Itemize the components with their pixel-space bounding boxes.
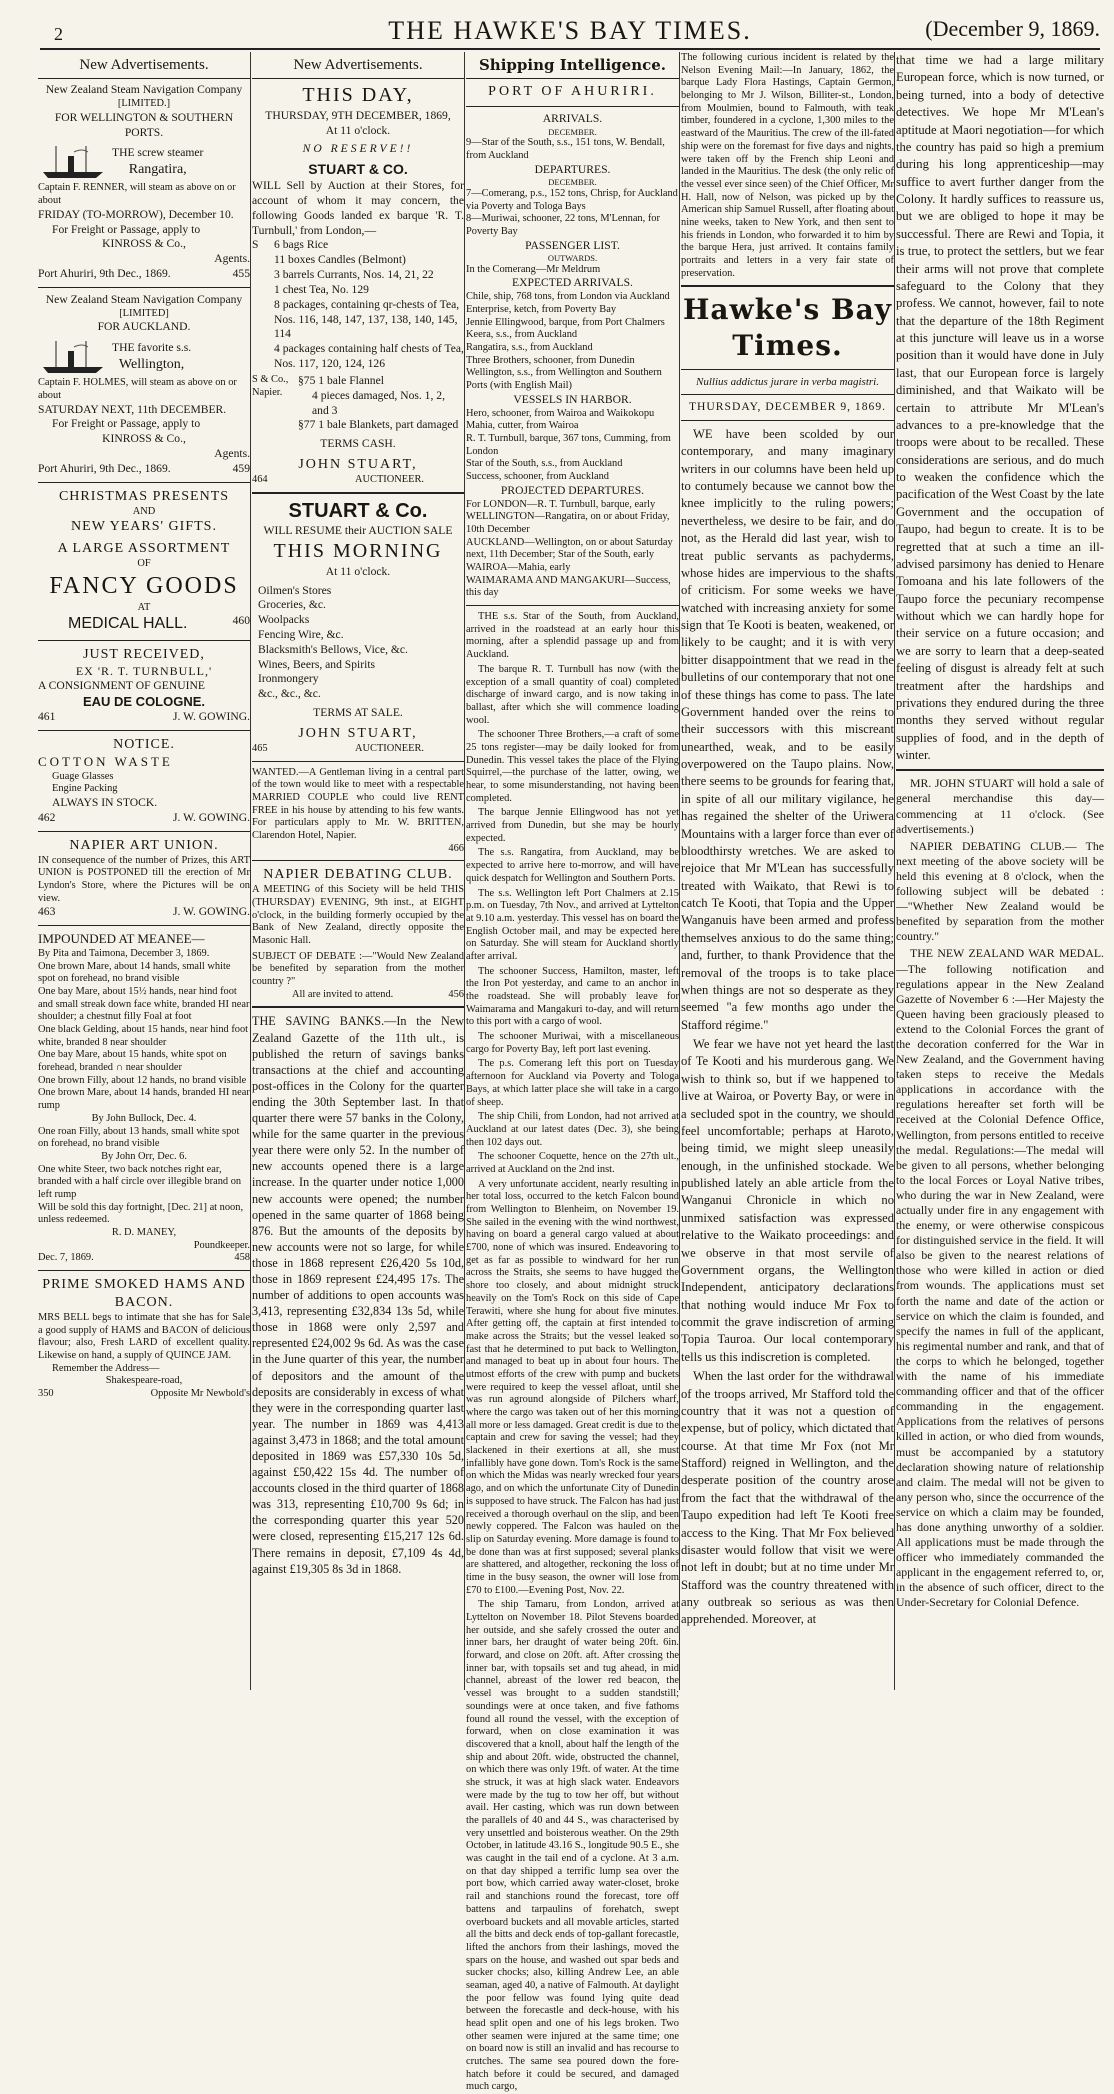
port-date: Port Ahuriri, 9th Dec., 1869.: [38, 267, 171, 281]
impounded-title: IMPOUNDED AT MEANEE—: [38, 931, 205, 947]
column-2: [252, 52, 464, 1690]
shipping-news-paragraph: The schooner Coquette, hence on the 27th ult., arrived at Auckland on the 2nd inst.: [466, 1151, 679, 1175]
auctioneer-name: JOHN STUART,: [298, 725, 418, 741]
agents-label: Agents.: [214, 252, 250, 266]
no-reserve: NO RESERVE!!: [302, 142, 414, 156]
shipping-news-paragraph: The ship Tamaru, from London, arrived at Lyttelton on November 18. Pilot Stevens boarded her outside, and she safely crossed the outer and inner bars, her draught of water being 20ft. 6in. forward, and close on 20ft. aft. After crossing the inner bar, with topsails set and tug ahead, in mid channel, abreast of the lower red beacon, the vessel was brought to a sudden standstill; soundings were at once taken, and five fathoms found all round the vessel, with the exception of forward, when on close examination it was discovered that a knoll, about half the length of the ship and about 20ft. wide, obstructed the channel, on which there was only 19ft. of water. At the time she struck, it was at high slack water. Endeavors were made by the tug to tow her off, but without avail. Her casting, which was run down between the parallels of 40 and 44 S., was characterised by very unsettled and boisterous weather. On the 29th October, in latitude 43.16 S., longitude 90.5 E., she was caught in the tail end of a cyclone. At 3 a.m. on that day shipped a terrific lump sea over the port bow, which carried away water-closet, broke rail and stanchions round the forecast, tore off battens and tarpaulins of forehatch, swept overboard buckets and all movable articles, started all the bitts and deck ends of top-gallant forecastle, lifted the anchors from their lashings, moved the spars on the house, and washed out spar beds and sucker chocks; also, killing Andrew Lee, an able seaman, aged 40, a native of Falmouth. At daylight the poor fellow was found lying quite dead between the forecastle and deck-house, with his head split open and one of his legs broken. Two other seamen were injured at the same time; one on board now is still an invalid and has recourse to crutches. The same sea poured down the fore-hatch before it could be secured, and damaged much cargo,: [466, 1599, 679, 2093]
xmas-line: A LARGE ASSORTMENT: [57, 541, 231, 557]
ad-number: 465: [252, 742, 268, 754]
masthead: THE HAWKE'S BAY TIMES.: [388, 16, 752, 45]
shipping-news-paragraph: The s.s. Wellington left Port Chalmers at 2.15 p.m. on Tuesday, 7th Nov., and arrived at Lyttelton at 9.10 a.m. yesterday. This vessel has on board the English October mail, and may be expected here on Saturday. She will steam for Auckland shortly after arrival.: [466, 887, 679, 962]
shipping-news-paragraph: The ship Chili, from London, had not arrived at Auckland at our latest dates (Dec. 3), she being then 102 days out.: [466, 1111, 679, 1148]
this-day: THIS DAY,: [302, 84, 414, 107]
departure-entry: 7—Comerang, p.s., 152 tons, Chrisp, for Auckland via Poverty and Tologa Bays: [466, 187, 678, 212]
impounded-sale: Will be sold this day fortnight, [Dec. 21] at noon, unless redeemed.: [38, 1201, 244, 1226]
projected-entry: For LONDON—R. T. Turnbull, barque, early: [466, 498, 656, 510]
route: FOR WELLINGTON & SOUTHERN PORTS.: [54, 110, 234, 139]
arrival-entry: 9—Star of the South, s.s., 151 tons, W. Bendall, from Auckland: [466, 137, 665, 161]
advert-steamer-wellington: [38, 293, 250, 477]
xmas-line: AND: [132, 505, 156, 517]
debating-club-note: NAPIER DEBATING CLUB.— The next meeting of the above society will be held this evening at 8 o'clock, when the following subject will be debated :—"Whether New Zealand would be benefited by separation from the mother country.": [896, 838, 1104, 944]
sail-date: SATURDAY NEXT, 11th DECEMBER.: [38, 402, 227, 416]
advert-wanted: [252, 767, 464, 856]
vessel-entry: Star of the South, s.s., from Auckland: [466, 458, 623, 470]
shipping-news-paragraph: THE s.s. Star of the South, from Auckland, arrived in the roadstead at an early hour this morning, after a splendid passage up and from Auckland.: [466, 611, 679, 661]
vessel-entry: Hero, schooner, from Wairoa and Waikokopu: [466, 407, 655, 419]
apply-text: For Freight or Passage, apply to: [52, 222, 201, 236]
auction-item: 11 boxes Candles (Belmont): [274, 253, 406, 267]
wanted-body: WANTED.—A Gentleman living in a central part of the town would like to meet with a respectable MARRIED COUPLE who could live RENT FREE in his house by attending to his few wants. For particulars apply to Mr. W. BRITTEN, Clarendon Hotel, Napier.: [252, 766, 464, 841]
auction-item: Groceries, &c.: [258, 598, 326, 612]
terms: TERMS CASH.: [320, 437, 396, 451]
impounded-item: One bay Mare, about 15 hands, white spot on forehead, branded ∩ near shoulder: [38, 1049, 227, 1074]
xmas-line: CHRISTMAS PRESENTS: [58, 488, 230, 504]
impounded-item: One brown Mare, about 14 hands, branded HI near rump: [38, 1087, 250, 1112]
terms: TERMS AT SALE.: [313, 706, 403, 720]
route: FOR AUCKLAND.: [97, 320, 191, 334]
fancy-goods: FANCY GOODS: [49, 572, 239, 599]
ad-number: 460: [232, 614, 250, 628]
port-date: Port Ahuriri, 9th Dec., 1869.: [38, 461, 171, 475]
expected-entry: Enterprise, ketch, from Poverty Bay: [466, 303, 617, 315]
projected-entry: WAIROA—Mahia, early: [466, 562, 571, 574]
projected-entry: WAIMARAMA AND MANGAKURI—Success, this day: [466, 574, 671, 599]
steamship-icon: [38, 142, 108, 182]
recv-line: A CONSIGNMENT OF GENUINE: [38, 678, 205, 692]
ad-intro: THE screw steamer: [112, 145, 204, 159]
editorial-paragraph: When the last order for the withdrawal of the troops arrived, Mr Stafford told the country that it was not a question of expense, but of policy, which dictated that course. At that time Mr Fox (not Mr Stafford) reigned in Wellington, and the desperate position of the country arose from the fact that the withdrawal of the Taupo expedition had left Te Kooti free access to the King. That Mr Fox believed disaster would follow that visit we were not left in doubt; but at no time under Mr Stafford was the country threatened with any outbreak so serious as was then apprehended. Moreover, at: [681, 1369, 894, 1627]
outwards-label: OUTWARDS.: [547, 253, 598, 264]
column-3: [466, 52, 679, 2093]
apply-text: For Freight or Passage, apply to: [52, 417, 201, 431]
art-union-title: NAPIER ART UNION.: [69, 837, 219, 853]
vessel-entry: Mahia, cutter, from Wairoa: [466, 420, 579, 432]
ship-name: Rangatira,: [128, 161, 187, 177]
auction-date: THURSDAY, 9TH DECEMBER, 1869,: [265, 108, 451, 122]
auction-item: 8 packages, containing qr-chests of Tea, Nos. 116, 148, 147, 137, 138, 140, 145, 114: [274, 297, 460, 341]
section-title: New Advertisements.: [38, 52, 250, 79]
shipping-news-paragraph: The barque Jennie Ellingwood has not yet arrived from Dunedin, but she may be hourly expected.: [466, 807, 679, 844]
impounded-item: One brown Filly, about 12 hands, no brand visible: [38, 1074, 247, 1086]
recv-line: JUST RECEIVED,: [83, 646, 205, 662]
impounded-item: One bay Mare, about 15½ hands, near hind foot and small streak down face white, branded HI near shoulder; a chestnut filly Foal at foot: [38, 985, 250, 1023]
mark: S: [252, 238, 259, 252]
ad-intro: THE favorite s.s.: [112, 340, 192, 354]
limited-label: [LIMITED]: [119, 307, 169, 319]
ad-number: 462: [38, 810, 56, 824]
projected-entry: WELLINGTON—Rangatira, on or about Friday, 10th December: [466, 511, 670, 535]
company-name: New Zealand Steam Navigation Company: [45, 83, 243, 97]
ad-number: 461: [38, 710, 56, 724]
captain: Captain F. RENNER, will steam as above on or about: [38, 182, 236, 207]
shipping-news-paragraph: The p.s. Comerang left this port on Tuesday afternoon for Auckland via Poverty and Tologa Bays, at which latter place she will take in a cargo of sheep.: [466, 1058, 679, 1108]
art-union-body: IN consequence of the number of Prizes, this ART UNION is POSTPONED till the erection of Mr Lyndon's Store, where the Pictures will be on view.: [38, 854, 250, 904]
xmas-line: AT: [137, 601, 151, 613]
agent: KINROSS & Co.,: [102, 237, 186, 251]
impounded-by: By John Bullock, Dec. 4.: [91, 1112, 197, 1124]
shipping-news-paragraph: The barque R. T. Turnbull has now (with the exception of a small quantity of coal) completed discharge of inward cargo, and is now taking in ballast, after which she will commence loading wool.: [466, 663, 679, 726]
debate-invite: All are invited to attend.: [292, 988, 394, 1000]
advert-impounded: [38, 931, 250, 1265]
auction-item: Ironmongery: [258, 672, 319, 686]
editorial-paragraph: We fear we have not yet heard the last of Te Kooti and his murderous gang. We wish to think so, but if we happened to live at Wairoa, or Poverty Bay, or were in a secluded spot in the country, we should feel uncomfortable; perhaps at Haroto, being timid, we might sleep uneasily enough, in the unfinished stockade. We published lately an able article from the Wanganui Chronicle in which no unmixed satisfaction was expressed relative to the Waikato proceedings: and we observe in that most servile of Government organs, the Wellington Independent, anticipatory declarations that nothing would induce Mr Fox to commit the grave indiscretion of arming Topia Tauroa. Our local contemporary tells us this indiscretion is completed.: [681, 1037, 894, 1364]
shipping-news-paragraph: The schooner Muriwai, with a miscellaneous cargo for Poverty Bay, left port last evening.: [466, 1031, 679, 1055]
hams-remember: Remember the Address—: [52, 1362, 160, 1374]
expected-entry: Jennie Ellingwood, barque, from Port Chalmers: [466, 316, 665, 328]
debate-subject: SUBJECT OF DEBATE :—"Would New Zealand be benefited by separation from the mother country ?": [252, 950, 464, 988]
mark: S & Co., Napier.: [252, 373, 289, 398]
limited-label: [LIMITED.]: [117, 98, 171, 110]
this-morning: THIS MORNING: [273, 540, 443, 563]
agent: KINROSS & Co.,: [102, 432, 186, 446]
ad-number: 459: [232, 461, 250, 475]
auction-this-day: [252, 83, 464, 486]
medical-hall: MEDICAL HALL.: [68, 615, 188, 633]
shipping-news-paragraph: The schooner Success, Hamilton, master, left the Iron Pot yesterday, and came to an anchor in the roadstead. She will probably leave for Waimarama and Mangakuri to-day, and will return to this port with a cargo of wool.: [466, 965, 679, 1028]
paper-motto: Nullius addictus jurare in verba magistri.: [696, 376, 879, 389]
impounded-item: One brown Mare, about 14 hands, small white spot on forehead, no brand visible: [38, 960, 231, 985]
expected-entry: Wellington, s.s., from Wellington and Southern Ports (with English Mail): [466, 367, 662, 392]
auctioneer-role: AUCTIONEER.: [355, 742, 424, 754]
passenger-heading: PASSENGER LIST.: [525, 238, 620, 252]
stuart-sale-note: MR. JOHN STUART will hold a sale of general merchandise this day—commencing at 11 o'clock. (See advertisements.): [896, 776, 1104, 836]
shipping-news-paragraph: The s.s. Rangatira, from Auckland, may be expected to arrive here to-morrow, and will have quick despatch for Wellington and Southern Ports.: [466, 847, 679, 884]
auction-time: At 11 o'clock.: [325, 123, 391, 137]
section-title: Shipping Intelligence.: [466, 52, 679, 79]
auctioneer-firm: STUART & Co.: [288, 499, 428, 522]
company-name: New Zealand Steam Navigation Company: [45, 292, 243, 306]
agents-label: Agents.: [214, 447, 250, 461]
month-label: DECEMBER.: [548, 126, 597, 137]
lady-flora-hastings-article: The following curious incident is related by the Nelson Evening Mail:—In January, 1862, the barque Lady Flora Hastings, Captain Germon, belonging to Mr J. Wilson, Billiter-st., London, from Moulmien, bound to Falmouth, with teak timber, foundered in a cyclone, 1,300 miles to the eastward of the Mauritius. The crew of the ill-fated ship were on the foremast for five days and nights, were taken off by the French ship Leoni and landed in the Mauritius. The desk (the only relic of the vessel ever since seen) of the Chief Officer, Mr H. Hall, now of Nelson, was picked up by the American ship Samuel Russell, after floating about nine weeks, taken to New York, and then sent to his friends in London, who forwarded it to him by the barque Hera, just arrived. It contains family portraits and letters in a very fair state of preservation.: [681, 52, 894, 279]
expected-entry: Chile, ship, 768 tons, from London via Auckland: [466, 291, 670, 303]
shipping-news-paragraph: The schooner Three Brothers,—a craft of some 25 tons register—may be daily looked for from Dunedin. This vessel takes the place of the Flying Squirrel,—the purchase of the latter, owing, we hear, to some misunderstanding, not having been completed.: [466, 729, 679, 804]
vessels-heading: VESSELS IN HARBOR.: [513, 392, 632, 406]
auction-this-morning: [252, 499, 464, 756]
debate-title: NAPIER DEBATING CLUB.: [263, 867, 453, 883]
notice-line: Guage Glasses: [52, 770, 114, 782]
issue-date: THURSDAY, DECEMBER 9, 1869.: [688, 400, 887, 414]
impounded-by: By Pita and Taimona, December 3, 1869.: [38, 947, 210, 959]
ad-number: 455: [232, 267, 250, 281]
auction-item: Woolpacks: [258, 613, 310, 627]
advert-notice: [38, 736, 250, 826]
impounded-item: One black Gelding, about 15 hands, near hind foot white, branded 8 near shoulder: [38, 1024, 249, 1048]
departure-entry: 8—Muriwai, schooner, 22 tons, M'Lennan, for Poverty Bay: [466, 213, 660, 237]
header-date: (December 9, 1869.: [925, 16, 1100, 41]
port-title: PORT OF AHURIRI.: [488, 84, 657, 100]
auction-item: Fencing Wire, &c.: [258, 628, 344, 641]
auction-item: Wines, Beers, and Spirits: [258, 657, 376, 671]
projected-heading: PROJECTED DEPARTURES.: [500, 483, 645, 497]
sail-date: FRIDAY (TO-MORROW), December 10.: [38, 207, 234, 221]
departures-heading: DEPARTURES.: [534, 162, 611, 176]
ad-number: 458: [234, 1252, 250, 1264]
cotton-waste: COTTON WASTE: [38, 754, 173, 770]
expected-entry: Rangatira, s.s., from Auckland: [466, 342, 593, 354]
impounded-date: Dec. 7, 1869.: [38, 1252, 94, 1264]
notice-line: ALWAYS IN STOCK.: [52, 796, 158, 810]
ad-number: 456: [448, 988, 464, 1000]
recv-line: EX 'R. T. TURNBULL,': [75, 663, 213, 678]
notice-line: Engine Packing: [52, 783, 118, 795]
advert-debating-club: [252, 866, 464, 1001]
savings-banks-article: THE SAVING BANKS.—In the New Zealand Gazette of the 11th ult., is published the return of savings banks transactions at the chief and accounting post-offices in the Colony for the quarter ending the 30th September last. In that quarter there were 57 banks in the Colony, while for the same quarter in the previous year there were only 52. In the number of new accounts opened there is a large increase. In the quarter under notice 1,000 new accounts were opened; the number opened in the same quarter of 1868 being 876. But the amounts of the deposits by new accounts were not so large, for while those in 1868 represent £26,420 5s 10d, those in 1869 represent £24,495 17s. The number of additions to open accounts was 3,413, representing £32,834 13s 5d, while those in 1868 were only 2,597 and represented £24,002 9s 6d. As was the case in the June quarter of this year, the number of depositors and the amount of the deposits are considerably in excess of what they were in the corresponding quarter last year. The number in 1869 was 4,413 against 3,473 in 1868; and the total amount deposited in 1869 was £57,330 10s 5d, against £50,422 15s 4d. The number of accounts closed in the third quarter of 1868 was 313, representing £10,700 9s 6d; in the corresponding quarter this year 520 were closed, representing £15,217 12s 6d. There remains in deposit, £7,109 4s 4d, against £19,305 8s 3d in 1868.: [252, 1014, 464, 1576]
auction-item: §77 1 bale Blankets, part damaged: [298, 418, 459, 432]
expected-entry: Keera, s.s., from Auckland: [466, 329, 578, 341]
expected-heading: EXPECTED ARRIVALS.: [512, 276, 633, 290]
impounded-by: By John Orr, Dec. 6.: [101, 1150, 187, 1162]
column-1: [38, 52, 250, 1690]
captain: Captain F. HOLMES, will steam as above on or about: [38, 377, 237, 401]
advertiser: J. W. GOWING.: [173, 710, 250, 724]
auction-body: WILL Sell by Auction at their Stores, for account of whom it may concern, the following Goods landed ex barque 'R. T. Turnbull,' from London,—: [252, 179, 464, 237]
page-number: 2: [54, 24, 63, 44]
column-5: [896, 52, 1104, 1690]
hams-address: Opposite Mr Newbold's: [150, 1388, 250, 1400]
xmas-line: OF: [137, 558, 151, 570]
auction-item: 3 barrels Currants, Nos. 14, 21, 22: [274, 268, 434, 282]
month-label: DECEMBER.: [548, 177, 597, 188]
auction-item: 4 pieces damaged, Nos. 1, 2, and 3: [312, 388, 445, 417]
advert-hams: [38, 1276, 250, 1401]
advertiser: J. W. GOWING.: [173, 810, 250, 824]
hams-title: PRIME SMOKED HAMS AND BACON.: [42, 1277, 246, 1311]
expected-entry: Three Brothers, schooner, from Dunedin: [466, 354, 635, 366]
editorial-paragraph: WE have been scolded by our contemporary, and many imaginary writers in our columns have been held up to contumely because we cannot bow the knee implicitly to the ruling powers; nevertheless, we desire to be fair, and do not, as the Herald did last year, wish to treat public servants as pachyderms, whose hides are impervious to the shafts of criticism. For some weeks we have watched with increasing anxiety for some sign that Te Kooti is beaten, weakened, or likely to be caught; and it is with very bitter disappointment that we read in the bulletins of our contemporary that not one of these things has come to pass. The late Government handed over the reins to their successors with this miscreant unearthed, weak, and to be easily overpowered on the Taupo plains. Now, there seems to be grounds for fearing that, in spite of all our military vigilance, he has regained the shelter of the Uriwera Mountains with a larger force than ever of bloodthirsty wretches. We are asked to rejoice that Mr M'Lean has successfully treated with Waikato, that Rewi is to catch Te Kooti, that Topia and the Upper Wanganuis have been armed and profess themselves anxious to do the same thing; and, further, to thank Providence that the removal of the troops is to take place when things are not so desperate as they seemed "a few months ago under the Stafford régime.": [681, 426, 894, 1032]
column-4: [681, 52, 894, 1690]
page-header: [40, 10, 1100, 50]
impounded-item: One white Steer, two back notches right ear, branded with a half circle over illegible brand on left rump: [38, 1163, 242, 1200]
auction-item: §75 1 bale Flannel: [298, 373, 384, 387]
auction-item: &c., &c., &c.: [258, 687, 321, 701]
advert-just-received: [38, 646, 250, 726]
projected-entry: AUCKLAND—Wellington, on or about Saturday next, 11th December; Star of the South, early: [466, 536, 673, 561]
auction-item: 1 chest Tea, No. 129: [274, 282, 369, 296]
xmas-line: NEW YEARS' GIFTS.: [71, 519, 217, 535]
steamship-icon: [38, 337, 108, 377]
ad-number: 350: [38, 1388, 54, 1400]
eau-de-cologne: EAU DE COLOGNE.: [82, 693, 206, 709]
auction-body: WILL RESUME their AUCTION SALE: [263, 524, 453, 538]
notice-title: NOTICE.: [113, 737, 175, 753]
auction-item: 4 packages containing half chests of Tea, Nos. 117, 120, 124, 126: [274, 342, 464, 371]
advert-christmas-presents: [38, 488, 250, 635]
editorial-continuation: that time we had a large military European force, which is now turned, or being turned, into a body of detective detectives. We hope Mr M'Lean's aptitude at Maori negotiation—for which the country has paid so high a premium during his long apprenticeship—may suffice to avert further danger from the Colony. It hardly suffices to reassure us, but we are obliged to hope it may be successful. There are Rewi and Topia, it is true, to protect the settlers, but we fear their arms will not prove that complete safeguard to the Colony that they profess. We cannot, however, fail to note that the departure of the 18th Regiment at this juncture will leave us in a worse position than it would have done in July last, that our European force is largely diminished, and that Waikato will be certain to attribute Mr M'Lean's advances to a pre-knowledge that the troops were about to be recalled. These considerations are serious, and do much to weaken the confidence which the pacification of the West Coast by the late Government and the occupation of Taupo, had begun to create. It is to be regretted that at such a time an ill-advised parsimony has denied to Henare Tomoana and his late followers of the Taupo force the pecuniary recompense without which we can hardly hope for their service on a future occasion; and we are sorry to learn that a deep-seated feeling of disgust is already felt at such treatment after the hardships and privations they endured during the three months they served without regular supplies of food, and in the depth of winter.: [896, 53, 1104, 762]
auctioneer-firm: STUART & CO.: [308, 161, 408, 178]
ad-number: 463: [38, 905, 56, 919]
passenger-line: In the Comerang—Mr Meldrum: [466, 263, 601, 275]
advertiser: J. W. GOWING.: [173, 905, 250, 919]
arrivals-heading: ARRIVALS.: [542, 112, 603, 126]
auctioneer-name: JOHN STUART,: [298, 457, 418, 473]
auction-item: Oilmen's Stores: [258, 583, 332, 597]
debate-body: A MEETING of this Society will be held THIS (THURSDAY) EVENING, 9th inst., at EIGHT o'clock, in the building formerly occupied by the Bank of New Zealand, directly opposite the Masonic Hall.: [252, 884, 464, 947]
auctioneer-role: AUCTIONEER.: [355, 473, 424, 485]
war-medal-note: THE NEW ZEALAND WAR MEDAL. —The following notification and regulations appear in the New Zealand Gazette of November 6 :—Her Majesty the Queen having been graciously pleased to extend to the Colonial Forces the grant of the decoration conferred for the War in New Zealand, and the Government having taken steps to receive the Medals applications in accordance with the regulations hereafter set forth will be received at the Colonial Defence Office, Wellington, from persons entitled to receive the medal. Regulations:—The medal will be given to all persons, whether belonging to the local Forces or Loyal Native tribes, who during the war in New Zealand, were actually under fire in any engagement with the enemy, or were otherwise conspicous for distinguished service in the field. It will also be given to the nearest relations of those who were killed in action or died from wounds. The applications must set forth the name and date of the action or service on which the claim is founded, and specify the names in full of the applicant, his regimental number and rank, and that of the corps to which he belonged, together with the name of his immediate commanding officer and that of the officer commanding in the engagement. Applications from the relatives of persons killed in action, or who died from wounds, must be accompanied by a statutory declaration showing nature of relationship and claim. The medal will not be given to any person who, since the occurrence of the service on which a claim may be founded, has done anything unworthy of a soldier. All applications must be made through the officer who immediately commanded the applicant in the engagement referred to, or, in the absence of such officer, direct to the Under-Secretary for Colonial Defence.: [896, 946, 1104, 1610]
shipping-news-paragraph: A very unfortunate accident, nearly resulting in her total loss, occurred to the ketch Falcon bound from Wellington to Blenheim, on November 19. She sailed in the evening with the wind northwest, having on board a general cargo valued at about £700, none of which was insured. Endeavoring to get as far as possible to windward for her run across the Straits, she seems to have hugged the shore too closely, and about midnight struck heavily on the Tom's Rock on this side of Cape Terawiti, where she hung for about five minutes. After getting off, the captain at first intended to make across the Straits; but the vessel leaked so fast that he determined to put back to Wellington, and managed to beat up in about four hours. The utmost efforts of the crew with pump and buckets were required to keep the vessel afloat, until she was run aground alongside of Pilchers wharf, where the cargo was taken out of her this morning all more or less damaged. Great credit is due to the captain and crew for saving the vessel; had they slackened in their exertions at all, she must infallibly have gone down. Tom's Rock is the same on which the Midas was nearly wrecked four years ago, and on which the unfortunate City of Dunedin is supposed to have struck. The Falcon has had just received a thorough overhaul on the slip, and been newly coppered. The Falcon was hauled on the slip on Saturday evening. More damage is found to be done than was at first supposed; several planks are shattered, and altogether, reckoning the loss of time in the busy season, the owner will lose from £70 to £100.—Evening Post, Nov. 22.: [466, 1178, 679, 1596]
ship-name: Wellington,: [118, 356, 185, 372]
advert-steamer-rangatira: [38, 83, 250, 282]
ad-number: 464: [252, 473, 268, 485]
paper-title: Hawke's Bay Times.: [682, 293, 893, 363]
hams-body: MRS BELL begs to intimate that she has for Sale a good supply of HAMS and BACON of delicious flavour; also, Fresh LARD of excellent quality. Likewise on hand, a supply of QUINCE JAM.: [38, 1311, 250, 1361]
advert-art-union: [38, 837, 250, 920]
hams-address: Shakespeare-road,: [105, 1375, 183, 1387]
vessel-entry: Success, schooner, from Auckland: [466, 471, 609, 483]
auction-time: At 11 o'clock.: [325, 564, 391, 578]
ad-number: 466: [448, 842, 464, 854]
vessel-entry: R. T. Turnbull, barque, 367 tons, Cumming, from London: [466, 433, 671, 457]
auction-item: Blacksmith's Bellows, Vice, &c.: [258, 642, 408, 656]
poundkeeper: R. D. MANEY,: [111, 1227, 177, 1239]
impounded-item: One roan Filly, about 13 hands, small white spot on forehead, no brand visible: [38, 1125, 240, 1150]
poundkeeper-role: Poundkeeper.: [193, 1239, 250, 1251]
section-title: New Advertisements.: [252, 52, 464, 79]
auction-item: 6 bags Rice: [274, 238, 329, 252]
